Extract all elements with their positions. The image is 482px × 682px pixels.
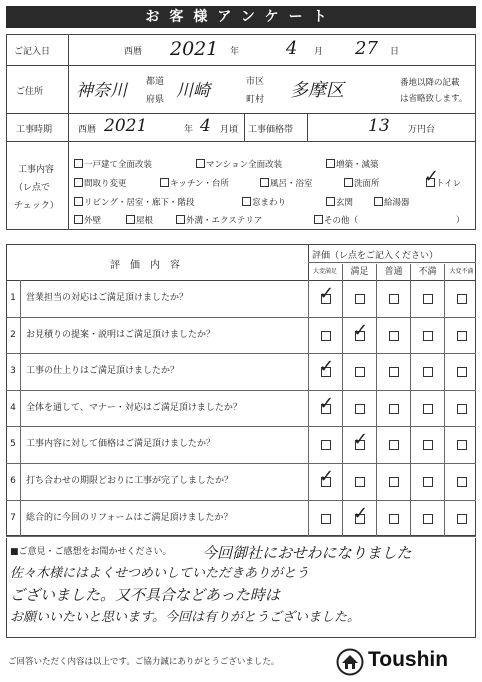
check-mark-icon: ✓ [319, 466, 335, 487]
option-other-close: ） [456, 216, 465, 226]
address-city-unit-bottom: 町村 [246, 95, 265, 105]
rating-cell[interactable] [410, 426, 445, 463]
check-mark-icon: ✓ [319, 356, 335, 378]
rating-cell[interactable] [342, 280, 377, 317]
comment-line-4: お願いいたいと思います。今回は有りがとうございました。 [10, 610, 360, 625]
rating-checkbox[interactable] [389, 367, 399, 377]
scale-label-1: 満足 [342, 264, 376, 280]
option-exterior[interactable]: 外溝・エクステリア [176, 214, 262, 226]
option-entrance[interactable]: 玄関 [326, 196, 353, 208]
footer-text: ご回答いただく内容は以上です。ご協力誠にありがとうございました。 [8, 657, 280, 667]
question-text: 総合的に今回のリフォームはご満足頂けましたか？ [26, 512, 233, 523]
rating-cell[interactable] [376, 317, 411, 354]
rating-cell[interactable] [376, 390, 411, 427]
rating-checkbox[interactable] [389, 294, 399, 304]
rating-cell[interactable] [444, 280, 479, 317]
option-living[interactable]: リビング・居室・廊下・階段 [74, 196, 194, 208]
address-ward: 多摩区 [290, 80, 344, 101]
evaluation-header-items: 評 価 内 容 [110, 260, 180, 271]
address-prefecture: 神奈川 [76, 81, 127, 101]
rating-checkbox[interactable] [423, 514, 433, 524]
rating-checkbox[interactable] [355, 404, 365, 414]
option-toilet[interactable]: トイレ [426, 177, 461, 189]
rating-cell[interactable] [410, 353, 445, 390]
period-month: 4 [200, 116, 211, 136]
period-year: 2021 [104, 116, 148, 136]
check-mark-icon: ✓ [353, 319, 369, 341]
rating-checkbox[interactable] [457, 514, 467, 524]
page-title: お客様アンケート [6, 6, 476, 28]
rating-cell[interactable] [410, 317, 445, 354]
question-text: 打ち合わせの期限どおりに工事が完了しましたか？ [26, 476, 234, 486]
entry-date-year-unit: 年 [230, 47, 240, 57]
option-other[interactable]: その他（ [314, 214, 358, 226]
rating-cell[interactable] [342, 317, 377, 354]
rating-checkbox[interactable] [321, 440, 331, 450]
entry-date-year: 2021 [170, 38, 219, 60]
house-logo-icon [336, 648, 364, 676]
rating-cell[interactable] [342, 500, 377, 537]
rating-checkbox[interactable] [457, 367, 467, 377]
entry-date-era: 西暦 [124, 47, 143, 57]
content-label-1: 工事内容 [18, 165, 55, 175]
rating-checkbox[interactable] [423, 404, 433, 414]
rating-cell[interactable] [376, 353, 411, 390]
question-number: 6 [6, 463, 21, 500]
question-number: 7 [6, 500, 21, 537]
entry-date-label: ご記入日 [14, 47, 51, 57]
option-bath[interactable]: 風呂・浴室 [260, 177, 313, 189]
rating-checkbox[interactable] [389, 477, 399, 487]
address-city: 川崎 [176, 81, 210, 101]
address-city-unit-top: 市区 [246, 77, 265, 87]
option-washroom[interactable]: 洗面所 [344, 177, 380, 189]
scale-label-4: 大変不満 [444, 264, 478, 280]
question-text: 工事内容に対して価格はご満足頂けましたか？ [26, 439, 216, 450]
comment-line-2: 佐々木様にはよくせつめいしていただきありがとう [10, 566, 310, 581]
entry-date-day-unit: 日 [390, 47, 400, 57]
scale-label-2: 普通 [376, 264, 410, 280]
price-unit: 万円台 [408, 125, 436, 135]
rating-cell[interactable] [376, 463, 411, 500]
option-exterior-wall[interactable]: 外壁 [74, 214, 101, 226]
check-mark-icon: ✓ [319, 283, 335, 304]
rating-cell[interactable] [342, 390, 377, 427]
rating-cell[interactable] [342, 426, 377, 463]
rating-cell[interactable] [308, 463, 343, 500]
rating-cell[interactable] [444, 353, 479, 390]
check-mark-icon: ✓ [353, 502, 369, 524]
option-kitchen[interactable]: キッチン・台所 [160, 177, 229, 189]
comment-label: ■ご意見・ご感想をお聞かせください。 [10, 547, 172, 557]
question-text: 工事の仕上りはご満足頂けましたか？ [26, 366, 180, 377]
rating-checkbox[interactable] [457, 294, 467, 304]
option-water-heater[interactable]: 給湯器 [374, 196, 410, 208]
rating-checkbox[interactable] [457, 477, 467, 487]
rating-cell[interactable] [376, 500, 411, 537]
evaluation-row [6, 463, 476, 501]
rating-checkbox[interactable] [423, 331, 433, 341]
check-mark-icon: ✓ [353, 429, 369, 451]
period-era: 西暦 [78, 125, 97, 135]
question-text: 全体を通して、マナー・対応はご満足頂けましたか？ [26, 402, 242, 413]
question-number: 3 [6, 353, 21, 390]
entry-date-month-unit: 月 [314, 47, 324, 57]
rating-cell[interactable] [410, 280, 445, 317]
brand-name: Toushin [368, 648, 449, 671]
address-note-line1: 番地以降の記載 [400, 78, 460, 88]
rating-checkbox[interactable] [321, 514, 331, 524]
option-layout[interactable]: 間取り変更 [74, 177, 127, 189]
rating-cell[interactable] [308, 390, 343, 427]
period-month-unit: 月頃 [220, 125, 239, 135]
scale-label-3: 不満 [410, 264, 444, 280]
rating-checkbox[interactable] [355, 294, 365, 304]
rating-cell[interactable] [308, 426, 343, 463]
question-number: 4 [6, 390, 21, 427]
rating-cell[interactable] [376, 280, 411, 317]
evaluation-header-rating: 評価（レ点をご記入ください） [312, 251, 439, 261]
scale-label-0: 大変満足 [312, 268, 337, 275]
evaluation-row [6, 390, 476, 428]
rating-cell[interactable] [410, 500, 445, 537]
rating-cell[interactable] [342, 463, 377, 500]
evaluation-row [6, 317, 476, 355]
rating-checkbox[interactable] [389, 404, 399, 414]
rating-cell[interactable] [444, 500, 479, 537]
toilet-check-mark: ✓ [424, 166, 440, 187]
entry-date-day: 27 [355, 38, 378, 59]
option-full-mansion[interactable]: マンション全面改装 [196, 158, 282, 170]
rating-cell[interactable] [308, 500, 343, 537]
option-full-house[interactable]: 一戸建て全面改装 [74, 158, 152, 170]
rating-checkbox[interactable] [423, 294, 433, 304]
rating-cell[interactable] [444, 426, 479, 463]
question-number: 1 [6, 280, 21, 317]
comment-line-3: ございました。又不具合などあった時は [10, 586, 280, 604]
question-text: お見積りの提案・説明はご満足頂けましたか？ [26, 329, 216, 340]
rating-checkbox[interactable] [355, 477, 365, 487]
comment-line-1: 今回御社におせわになりました [202, 544, 412, 562]
evaluation-row [6, 280, 476, 318]
rating-cell[interactable] [410, 463, 445, 500]
address-pref-unit-bottom: 府県 [146, 95, 165, 105]
rating-checkbox[interactable] [389, 514, 399, 524]
price-value: 13 [368, 116, 390, 136]
rating-checkbox[interactable] [389, 440, 399, 450]
rating-cell[interactable] [444, 463, 479, 500]
address-note-line2: は省略致します。 [400, 94, 468, 104]
question-number: 5 [6, 426, 21, 463]
price-label: 工事価格帯 [248, 125, 294, 135]
entry-date-month: 4 [286, 38, 298, 59]
period-row [6, 114, 476, 142]
rating-cell[interactable] [308, 317, 343, 354]
question-number: 2 [6, 317, 21, 354]
rating-checkbox[interactable] [457, 404, 467, 414]
rating-cell[interactable] [308, 280, 343, 317]
rating-cell[interactable] [308, 353, 343, 390]
option-roof[interactable]: 屋根 [126, 214, 153, 226]
rating-cell[interactable] [444, 317, 479, 354]
rating-cell[interactable] [444, 390, 479, 427]
check-mark-icon: ✓ [319, 392, 335, 414]
evaluation-row [6, 426, 476, 464]
rating-checkbox[interactable] [389, 331, 399, 341]
content-label-3: チェック） [14, 201, 59, 211]
address-pref-unit-top: 都道 [146, 77, 165, 87]
period-label: 工事時期 [16, 125, 53, 135]
rating-checkbox[interactable] [423, 367, 433, 377]
rating-checkbox[interactable] [355, 367, 365, 377]
evaluation-row [6, 500, 476, 538]
content-label-2: （レ点で [14, 183, 51, 193]
rating-checkbox[interactable] [457, 331, 467, 341]
rating-cell[interactable] [342, 353, 377, 390]
rating-cell[interactable] [376, 426, 411, 463]
rating-checkbox[interactable] [423, 477, 433, 487]
evaluation-row [6, 353, 476, 391]
rating-checkbox[interactable] [321, 331, 331, 341]
address-label: ご住所 [16, 87, 44, 97]
rating-checkbox[interactable] [423, 440, 433, 450]
option-extension[interactable]: 増築・減築 [326, 158, 379, 170]
option-window[interactable]: 窓まわり [242, 196, 286, 208]
entry-date-row [6, 34, 476, 66]
rating-checkbox[interactable] [457, 440, 467, 450]
period-year-unit: 年 [184, 125, 194, 135]
question-text: 営業担当の対応はご満足頂けましたか？ [26, 293, 189, 303]
rating-cell[interactable] [410, 390, 445, 427]
